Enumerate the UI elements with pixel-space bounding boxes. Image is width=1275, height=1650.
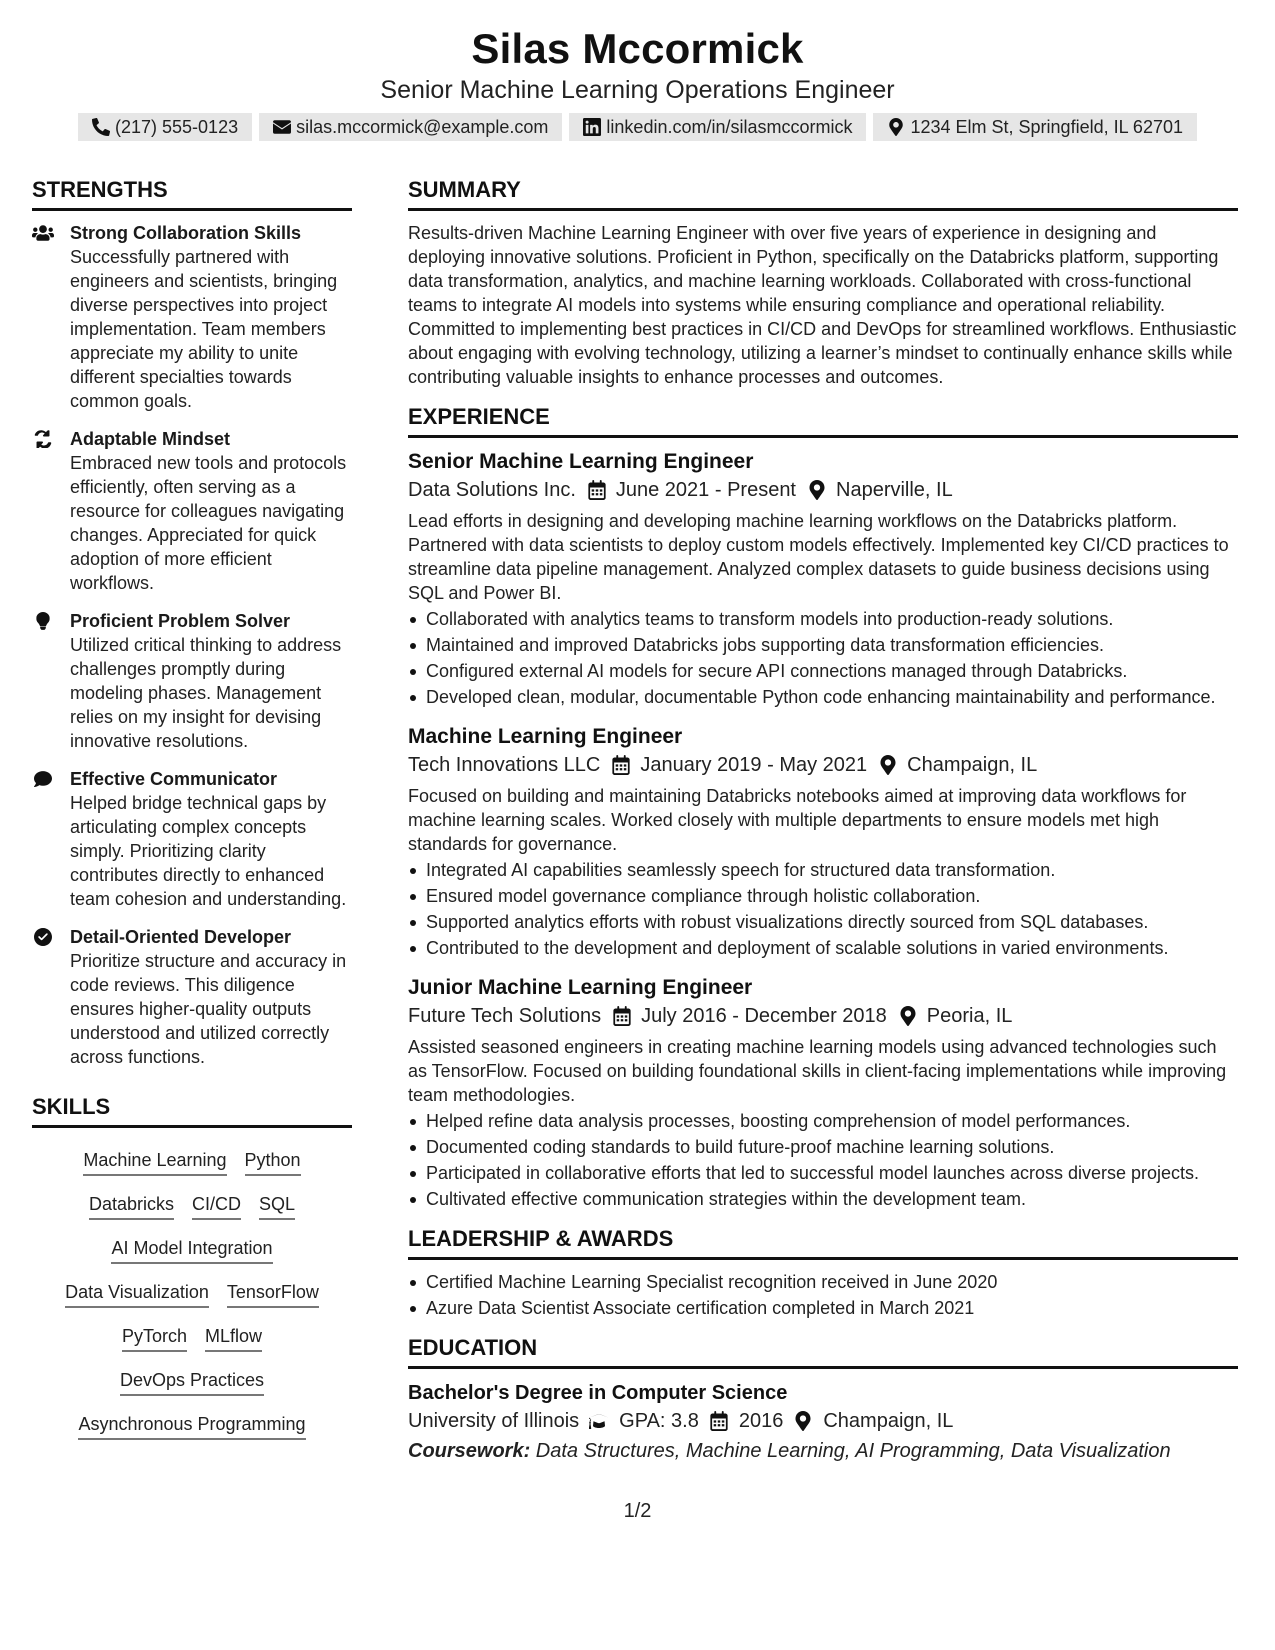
skill-tag: Asynchronous Programming <box>78 1412 305 1440</box>
strength-title: Effective Communicator <box>70 769 278 789</box>
skill-tag: Databricks <box>89 1192 174 1220</box>
awards-list <box>408 1270 1238 1320</box>
map-pin-icon <box>808 480 826 500</box>
skill-tag: Machine Learning <box>83 1148 226 1176</box>
job-title: Junior Machine Learning Engineer <box>408 976 753 999</box>
education-location: Champaign, IL <box>823 1410 954 1432</box>
map-pin-icon <box>793 1411 813 1431</box>
contact-linkedin[interactable] <box>569 113 866 141</box>
skill-tag: AI Model Integration <box>111 1236 272 1264</box>
list-item: Contributed to the development and deployment of scalable solutions in varied environments. <box>408 936 1238 960</box>
summary-heading: SUMMARY <box>408 176 1238 211</box>
job-company: Tech Innovations LLC <box>408 754 601 776</box>
map-pin-icon <box>899 1006 917 1026</box>
skill-tag: PyTorch <box>122 1324 187 1352</box>
phone-icon <box>92 118 110 136</box>
comment-icon <box>32 770 54 788</box>
calendar-icon <box>588 480 606 500</box>
strength-item <box>32 427 352 595</box>
strength-title: Proficient Problem Solver <box>70 611 291 631</box>
candidate-name: Silas Mccormick <box>471 25 804 72</box>
contact-address <box>873 113 1197 141</box>
strength-desc: Embraced new tools and protocols efficiently, often serving as a resource for colleagues navigating changes. Appreciated for quick adoption of more efficient workflows. <box>70 453 347 593</box>
leadership-heading: LEADERSHIP & AWARDS <box>408 1225 1238 1260</box>
list-item: Helped refine data analysis processes, boosting comprehension of model performances. <box>408 1109 1238 1133</box>
contact-email[interactable] <box>259 113 562 141</box>
list-item: Azure Data Scientist Associate certification completed in March 2021 <box>408 1296 1238 1320</box>
resume-header <box>0 0 1275 141</box>
education-year: 2016 <box>738 1410 784 1432</box>
job-bullets <box>408 607 1238 709</box>
education-heading: EDUCATION <box>408 1334 1238 1369</box>
list-item: Participated in collaborative efforts that led to successful model launches across diverse projects. <box>408 1161 1238 1185</box>
linkedin-icon <box>583 118 601 136</box>
strength-desc: Helped bridge technical gaps by articulating complex concepts simply. Prioritizing clarity contributes directly to enhanced team cohesion and understanding. <box>70 793 347 909</box>
envelope-icon <box>273 118 291 136</box>
strength-item <box>32 925 352 1069</box>
education-degree: Bachelor's Degree in Computer Science <box>408 1382 788 1404</box>
strength-desc: Utilized critical thinking to address challenges promptly during modeling phases. Management relies on my insight for devising innovative resolutions. <box>70 635 342 751</box>
coursework-list: Data Structures, Machine Learning, AI Programming, Data Visualization <box>530 1440 1171 1462</box>
job-location: Champaign, IL <box>907 754 1038 776</box>
job-entry <box>408 723 1238 960</box>
list-item: Documented coding standards to build future-proof machine learning solutions. <box>408 1135 1238 1159</box>
skill-tag: Python <box>245 1148 301 1176</box>
list-item: Collaborated with analytics teams to transform models into production-ready solutions. <box>408 607 1238 631</box>
left-column <box>32 176 352 1465</box>
contact-linkedin-text: linkedin.com/in/silasmccormick <box>606 116 853 137</box>
list-item: Configured external AI models for secure API connections managed through Databricks. <box>408 659 1238 683</box>
map-pin-icon <box>879 755 897 775</box>
job-location: Peoria, IL <box>926 1005 1013 1027</box>
strength-desc: Successfully partnered with engineers and scientists, bringing diverse perspectives into project implementation. Team members appreciate my ability to unite different specialties towards common goals. <box>70 247 338 411</box>
skill-tag: Data Visualization <box>65 1280 209 1308</box>
strength-item <box>32 609 352 753</box>
job-dates: July 2016 - December 2018 <box>641 1005 887 1027</box>
calendar-icon <box>613 1006 631 1026</box>
contact-address-text: 1234 Elm St, Springfield, IL 62701 <box>910 116 1183 137</box>
skill-tag: SQL <box>259 1192 295 1220</box>
job-entry <box>408 974 1238 1211</box>
job-title: Senior Machine Learning Engineer <box>408 450 754 473</box>
job-dates: June 2021 - Present <box>615 479 796 501</box>
list-item: Ensured model governance compliance through holistic collaboration. <box>408 884 1238 908</box>
education-coursework <box>408 1437 1238 1465</box>
job-dates: January 2019 - May 2021 <box>640 754 868 776</box>
strength-item <box>32 221 352 413</box>
education-school: University of Illinois <box>408 1410 580 1432</box>
sync-icon <box>32 430 54 448</box>
check-circle-icon <box>32 928 54 946</box>
list-item: Certified Machine Learning Specialist recognition received in June 2020 <box>408 1270 1238 1294</box>
job-meta <box>408 751 1238 779</box>
experience-heading: EXPERIENCE <box>408 403 1238 438</box>
page-number: 1/2 <box>623 1500 652 1522</box>
list-item: Developed clean, modular, documentable Python code enhancing maintainability and performance. <box>408 685 1238 709</box>
summary-text: Results-driven Machine Learning Engineer with over five years of experience in designing and deploying innovative solutions. Proficient in Python, specifically on the Databricks platform, supporting data transformation, analytics, and machine learning workloads. Collaborated with cross-functional teams to integrate AI models into systems while ensuring compliance and operational reliability. Committed to implementing best practices in CI/CD and DevOps for streamlined workflows. Enthusiastic about engaging with evolving technology, utilizing a learner’s mindset to continually enhance skills while contributing valuable insights to enhance processes and outcomes. <box>408 223 1237 387</box>
graduation-cap-icon <box>589 1411 609 1431</box>
job-company: Future Tech Solutions <box>408 1005 602 1027</box>
job-description: Focused on building and maintaining Databricks notebooks aimed at improving data workflows for machine learning scales. Worked closely with multiple departments to ensure models met high standards for governance. <box>408 786 1187 854</box>
calendar-icon <box>612 755 630 775</box>
job-entry <box>408 448 1238 709</box>
candidate-title: Senior Machine Learning Operations Engineer <box>380 76 895 104</box>
resume-body <box>32 176 1243 1465</box>
job-meta <box>408 476 1238 504</box>
calendar-icon <box>709 1411 729 1431</box>
contact-email-text: silas.mccormick@example.com <box>296 116 549 137</box>
job-bullets <box>408 858 1238 960</box>
contact-phone[interactable] <box>78 113 252 141</box>
skill-tag: DevOps Practices <box>120 1368 264 1396</box>
list-item: Integrated AI capabilities seamlessly speech for structured data transformation. <box>408 858 1238 882</box>
education-gpa: GPA: 3.8 <box>619 1410 699 1432</box>
education-meta <box>408 1407 1238 1435</box>
skill-tag: MLflow <box>205 1324 262 1352</box>
contact-bar <box>0 113 1275 141</box>
strength-desc: Prioritize structure and accuracy in code reviews. This diligence ensures higher-quality outputs understood and utilized correctly across functions. <box>70 951 347 1067</box>
job-description: Lead efforts in designing and developing machine learning workflows on the Databricks platform. Partnered with data scientists to deploy custom models effectively. Implemented key CI/CD practices to streamline data pipeline management. Analyzed complex datasets to guide business decisions using SQL and Power BI. <box>408 511 1229 603</box>
job-meta <box>408 1002 1238 1030</box>
coursework-label: Coursework: <box>408 1440 531 1462</box>
job-company: Data Solutions Inc. <box>408 479 576 501</box>
skills-heading: SKILLS <box>32 1093 352 1128</box>
list-item: Cultivated effective communication strategies within the development team. <box>408 1187 1238 1211</box>
skill-tag: TensorFlow <box>227 1280 319 1308</box>
lightbulb-icon <box>32 612 54 630</box>
strength-title: Detail-Oriented Developer <box>70 927 292 947</box>
right-column <box>408 176 1238 1465</box>
strengths-heading: STRENGTHS <box>32 176 352 211</box>
strength-title: Strong Collaboration Skills <box>70 223 302 243</box>
job-title: Machine Learning Engineer <box>408 725 683 748</box>
job-location: Naperville, IL <box>836 479 953 501</box>
contact-phone-text: (217) 555-0123 <box>115 116 239 137</box>
skill-tag: CI/CD <box>192 1192 241 1220</box>
strength-title: Adaptable Mindset <box>70 429 231 449</box>
skills-list <box>32 1138 352 1448</box>
map-pin-icon <box>887 118 905 136</box>
list-item: Supported analytics efforts with robust visualizations directly sourced from SQL databases. <box>408 910 1238 934</box>
users-icon <box>32 224 54 242</box>
list-item: Maintained and improved Databricks jobs supporting data transformation efficiencies. <box>408 633 1238 657</box>
job-bullets <box>408 1109 1238 1211</box>
strength-item <box>32 767 352 911</box>
job-description: Assisted seasoned engineers in creating machine learning models using advanced technologies such as TensorFlow. Focused on building foundational skills in client-facing implementations while improving team methodologies. <box>408 1037 1227 1105</box>
